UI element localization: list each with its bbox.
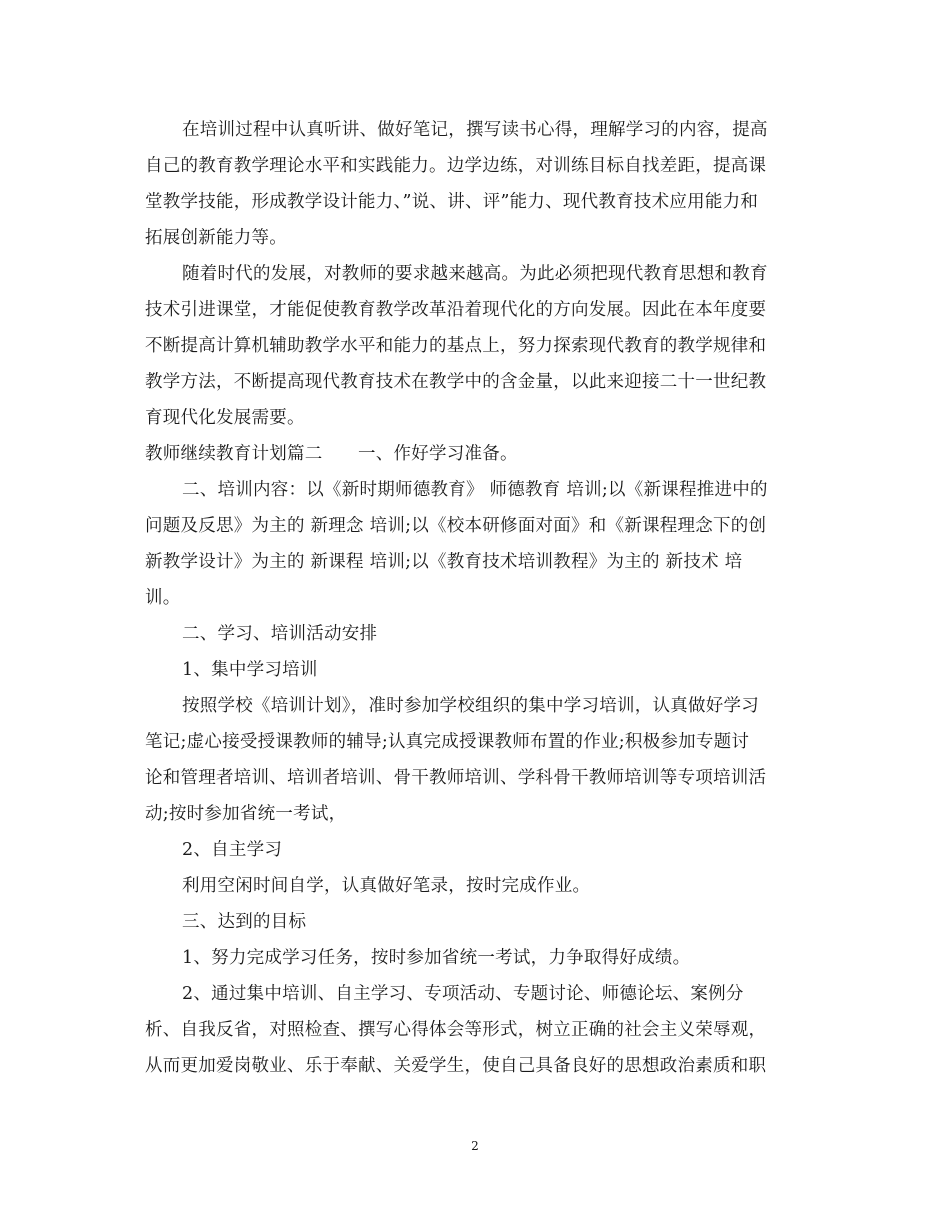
text-line: 1、努力完成学习任务，按时参加省统一考试，力争取得好成绩。 [182,948,691,968]
text-line: 新教学设计》为主的 新课程 培训;以《教育技术培训教程》为主的 新技术 培 [145,552,743,572]
text-line: 在培训过程中认真听讲、做好笔记，撰写读书心得，理解学习的内容，提高 [182,120,768,140]
text-line: 从而更加爱岗敬业、乐于奉献、关爱学生，使自己具备良好的思想政治素质和职 [145,1056,767,1076]
text-line: 育现代化发展需要。 [145,408,305,428]
text-line: 动;按时参加省统一考试， [145,804,347,824]
subheading: 2、自主学习 [182,840,283,860]
text-line: 自己的教育教学理论水平和实践能力。边学边练，对训练目标自找差距，提高课 [145,156,767,176]
text-line: 析、自我反省，对照检查、撰写心得体会等形式，树立正确的社会主义荣辱观， [145,1020,767,1040]
section-heading: 教师继续教育计划篇二 一、作好学习准备。 [145,444,518,464]
text-line: 堂教学技能，形成教学设计能力、”说、讲、评”能力、现代教育技术应用能力和 [145,192,759,212]
text-line: 笔记;虚心接受授课教师的辅导;认真完成授课教师布置的作业;积极参加专题讨 [145,732,750,752]
page-number: 2 [471,1139,479,1153]
text-line: 二、培训内容：以《新时期师德教育》 师德教育 培训;以《新课程推进中的 [182,480,768,500]
text-line: 教学方法，不断提高现代教育技术在教学中的含金量，以此来迎接二十一世纪教 [145,372,767,392]
subheading: 三、达到的目标 [182,912,307,932]
text-line: 训。 [145,588,181,608]
text-line: 论和管理者培训、培训者培训、骨干教师培训、学科骨干教师培训等专项培训活 [145,768,767,788]
text-line: 2、通过集中培训、自主学习、专项活动、专题讨论、师德论坛、案例分 [182,984,744,1004]
text-line: 随着时代的发展，对教师的要求越来越高。为此必须把现代教育思想和教育 [182,264,768,284]
text-line: 技术引进课堂，才能促使教育教学改革沿着现代化的方向发展。因此在本年度要 [145,300,767,320]
text-line: 按照学校《培训计划》，准时参加学校组织的集中学习培训，认真做好学习 [182,696,759,716]
text-line: 拓展创新能力等。 [145,228,287,248]
subheading: 1、集中学习培训 [182,660,318,680]
subheading: 二、学习、培训活动安排 [182,624,378,644]
text-line: 问题及反思》为主的 新理念 培训;以《校本研修面对面》和《新课程理念下的创 [145,516,767,536]
text-line: 利用空闲时间自学，认真做好笔录，按时完成作业。 [182,876,591,896]
text-line: 不断提高计算机辅助教学水平和能力的基点上，努力探索现代教育的教学规律和 [145,336,767,356]
